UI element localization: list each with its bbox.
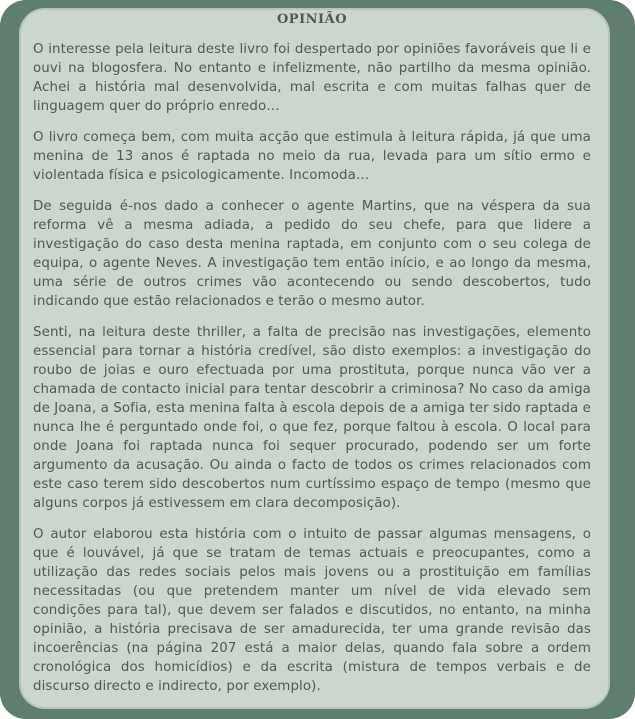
paragraph-beginning: O livro começa bem, com muita acção que estimula à leitura rápida, já que uma menina de 13 anos é raptada no meio da rua, levada para um sítio ermo e violentada física e psicologicamente. Incomoda… — [33, 130, 591, 183]
review-card — [19, 8, 610, 709]
paragraph-plot: De seguida é-nos dado a conhecer o agente Martins, que na véspera da sua reforma vê a mesma adiada, a pedido do seu chefe, para que lidere a investigação do caso desta menina raptada, em conjunto com o seu colega de equipa, o agente Neves. A investigação tem então início, e ao longo da mesma, uma série de outros crimes vão acontecendo ou sendo descobertos, tudo indicando que estão relacionados e terão o mesmo autor. — [33, 199, 591, 309]
paragraph-intro: O interesse pela leitura deste livro foi despertado por opiniões favoráveis que li e ouvi na blogosfera. No entanto e infelizmente, não partilho da mesma opinião. Achei a história mal desenvolvida, mal escrita e com muitas falhas quer de linguagem quer do próprio enredo… — [33, 42, 591, 114]
paragraph-criticism: Senti, na leitura deste thriller, a falta de precisão nas investigações, elemento essencial para tornar a história credível, são disto exemplos: a investigação do roubo de joias e ouro efectuada por uma prostituta, porque nunca vão ver a chamada de contacto inicial para tentar descobrir a criminosa? No caso da amiga de Joana, a Sofia, esta menina falta à escola depois de a amiga ter sido raptada e nunca lhe é perguntado onde foi, o que fez, porque faltou à escola. O local para onde Joana foi raptada nunca foi sequer procurado, podendo ser um forte argumento da acusação. Ou ainda o facto de todos os crimes relacionados com este caso terem sido descobertos num curtíssimo espaço de tempo (mesmo que alguns corpos já estivessem em clara decomposição). — [33, 325, 591, 511]
paragraph-conclusion: O autor elaborou esta história com o intuito de passar algumas mensagens, o que é louvável, já que se tratam de temas actuais e preocupantes, como a utilização das redes sociais pelos mais jovens ou a prostituição em famílias necessitadas (ou que pretendem manter um nível de vida elevado sem condições para tal), que devem ser falados e discutidos, no entanto, na minha opinião, a história precisava de ser amadurecida, ter uma grande revisão das incoerências (na página 207 está a maior delas, quando fala sobre a ordem cronológica dos homicídios) e da escrita (mistura de tempos verbais e de discurso directo e indirecto, por exemplo). — [33, 527, 591, 694]
section-title: OPINIÃO — [276, 12, 348, 27]
